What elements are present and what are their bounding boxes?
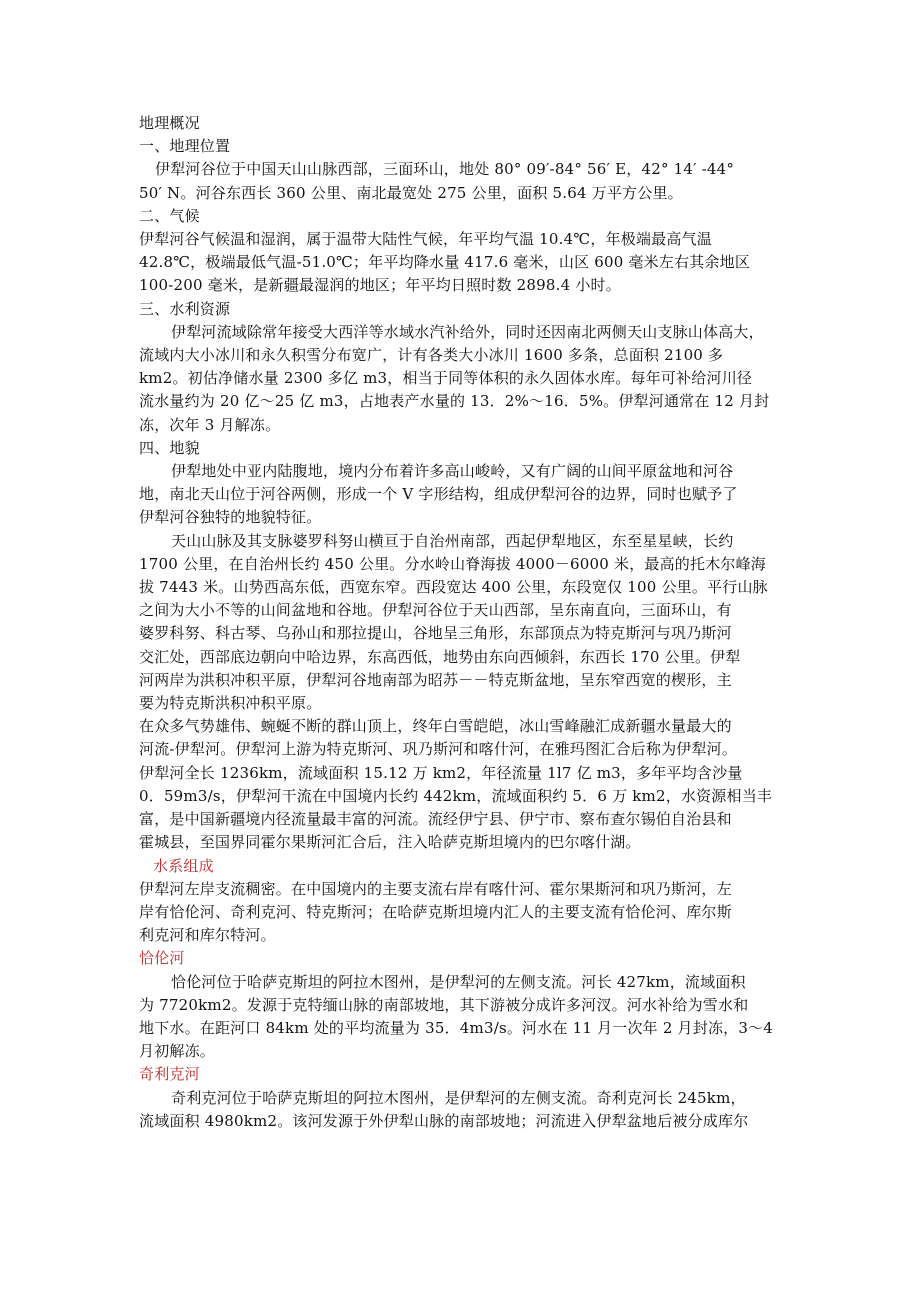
paragraph-line: 地，南北天山位于河谷两侧，形成一个 V 字形结构，组成伊犁河谷的边界，同时也赋予了 <box>139 485 738 504</box>
paragraph-line: 42.8℃，极端最低气温-51.0℃；年平均降水量 417.6 毫米，山区 600 毫米左右其余地区 <box>139 253 751 272</box>
doc-title: 地理概况 <box>139 114 200 132</box>
paragraph-line: 1700 公里，在自治州长约 450 公里。分水岭山脊海拔 4000－6000 米，最高的托木尔峰海 <box>139 554 766 573</box>
paragraph-line: 0．59m3/s，伊犁河干流在中国境内长约 442km，流域面积约 5．6 万 km2，水资源相当丰 <box>139 786 773 805</box>
section-heading-water: 三、水利资源 <box>139 299 231 318</box>
paragraph-line: 伊犁地处中亚内陆腹地，境内分布着许多高山峻岭，又有广阔的山间平原盆地和河谷 <box>171 462 734 481</box>
paragraph-line: 之间为大小不等的山间盆地和谷地。伊犁河谷位于天山西部，呈东南直向，三面环山，有 <box>139 601 732 620</box>
paragraph-line: 富，是中国新疆境内径流量最丰富的河流。流经伊宁县、伊宁市、察布查尔锡伯自治县和 <box>139 810 732 829</box>
paragraph-line: 月初解冻。 <box>139 1042 216 1061</box>
paragraph-line: 奇利克河位于哈萨克斯坦的阿拉木图州，是伊犁河的左侧支流。奇利克河长 245km， <box>171 1088 746 1107</box>
section-heading-location: 一、地理位置 <box>139 137 231 156</box>
paragraph-line: 伊犁河流域除常年接受大西洋等水域水汽补给外，同时还因南北两侧天山支脉山体高大， <box>171 322 764 341</box>
paragraph-line: 地下水。在距河口 84km 处的平均流量为 35．4m3/s。河水在 11 月一次年 2 月封冻，3～4 <box>139 1018 774 1037</box>
paragraph-line: 流水量约为 20 亿～25 亿 m3，占地表产水量的 13．2%～16．5%。伊犁河通常在 12 月封 <box>139 392 770 411</box>
paragraph-line: 伊犁河全长 1236km，流域面积 15.12 万 km2，年径流量 1l7 亿 m3，多年平均含沙量 <box>139 763 743 782</box>
paragraph-line: 恰伦河位于哈萨克斯坦的阿拉木图州，是伊犁河的左侧支流。河长 427km，流域面积 <box>171 972 746 991</box>
paragraph-line: 50′ N。河谷东西长 360 公里、南北最宽处 275 公里，面积 5.64 万平方公里。 <box>139 183 683 202</box>
section-heading-climate: 二、气候 <box>139 206 200 225</box>
paragraph-line: 冻，次年 3 月解冻。 <box>139 415 281 434</box>
section-heading-landform: 四、地貌 <box>139 438 200 457</box>
paragraph-line: 伊犁河左岸支流稠密。在中国境内的主要支流右岸有喀什河、霍尔果斯河和巩乃斯河，左 <box>139 879 732 898</box>
paragraph-line: 流域面积 4980km2。该河发源于外伊犁山脉的南部坡地；河流进入伊犁盆地后被分成库尔 <box>139 1111 749 1130</box>
paragraph-line: 霍城县，至国界同霍尔果斯河汇合后，注入哈萨克斯坦境内的巴尔喀什湖。 <box>139 833 641 852</box>
paragraph-line: 河流-伊犁河。伊犁河上游为特克斯河、巩乃斯河和喀什河，在雅玛图汇合后称为伊犁河。 <box>139 740 738 759</box>
paragraph-line: 利克河和库尔特河。 <box>139 926 276 945</box>
section-heading-charyn-river: 恰伦河 <box>139 949 185 968</box>
paragraph-line: 伊犁河谷位于中国天山山脉西部，三面环山，地处 80° 09′-84° 56′ E，42° 14′ -44° <box>155 160 735 179</box>
paragraph-line: 交汇处，西部底边朝向中哈边界，东高西低，地势由东向西倾斜，东西长 170 公里。伊犁 <box>139 647 741 666</box>
paragraph-line: 伊犁河谷独特的地貌特征。 <box>139 508 322 527</box>
paragraph-line: 流域内大小冰川和永久积雪分布宽广，计有各类大小冰川 1600 多条，总面积 2100 多 <box>139 346 724 365</box>
paragraph-line: 婆罗科努、科古琴、乌孙山和那拉提山，谷地呈三角形，东部顶点为特克斯河与巩乃斯河 <box>139 624 732 643</box>
paragraph-line: 岸有恰伦河、奇利克河、特克斯河；在哈萨克斯坦境内汇人的主要支流有恰伦河、库尔斯 <box>139 902 732 921</box>
paragraph-line: km2。初估净储水量 2300 多亿 m3，相当于同等体积的永久固体水库。每年可补给河川径 <box>139 369 753 388</box>
paragraph-line: 在众多气势雄伟、蜿蜒不断的群山顶上，终年白雪皑皑，冰山雪峰融汇成新疆水量最大的 <box>139 717 732 736</box>
document-page <box>139 112 779 1133</box>
section-heading-river-system: 水系组成 <box>153 856 214 875</box>
paragraph-line: 拔 7443 米。山势西高东低，西宽东窄。西段宽达 400 公里，东段宽仅 100 公里。平行山脉 <box>139 578 768 597</box>
paragraph-line: 天山山脉及其支脉婆罗科努山横亘于自治州南部，西起伊犁地区，东至星星峡，长约 <box>171 531 734 550</box>
paragraph-line: 伊犁河谷气候温和湿润，属于温带大陆性气候，年平均气温 10.4℃，年极端最高气温 <box>139 230 712 249</box>
paragraph-line: 为 7720km2。发源于克特缅山脉的南部坡地，其下游被分成许多河汊。河水补给为雪水和 <box>139 995 749 1014</box>
paragraph-line: 要为特克斯洪积冲积平原。 <box>139 694 322 713</box>
section-heading-chilik-river: 奇利克河 <box>139 1065 200 1084</box>
paragraph-line: 100-200 毫米，是新疆最湿润的地区；年平均日照时数 2898.4 小时。 <box>139 276 621 295</box>
paragraph-line: 河两岸为洪积冲积平原，伊犁河谷地南部为昭苏－－特克斯盆地，呈东窄西宽的楔形，主 <box>139 670 732 689</box>
